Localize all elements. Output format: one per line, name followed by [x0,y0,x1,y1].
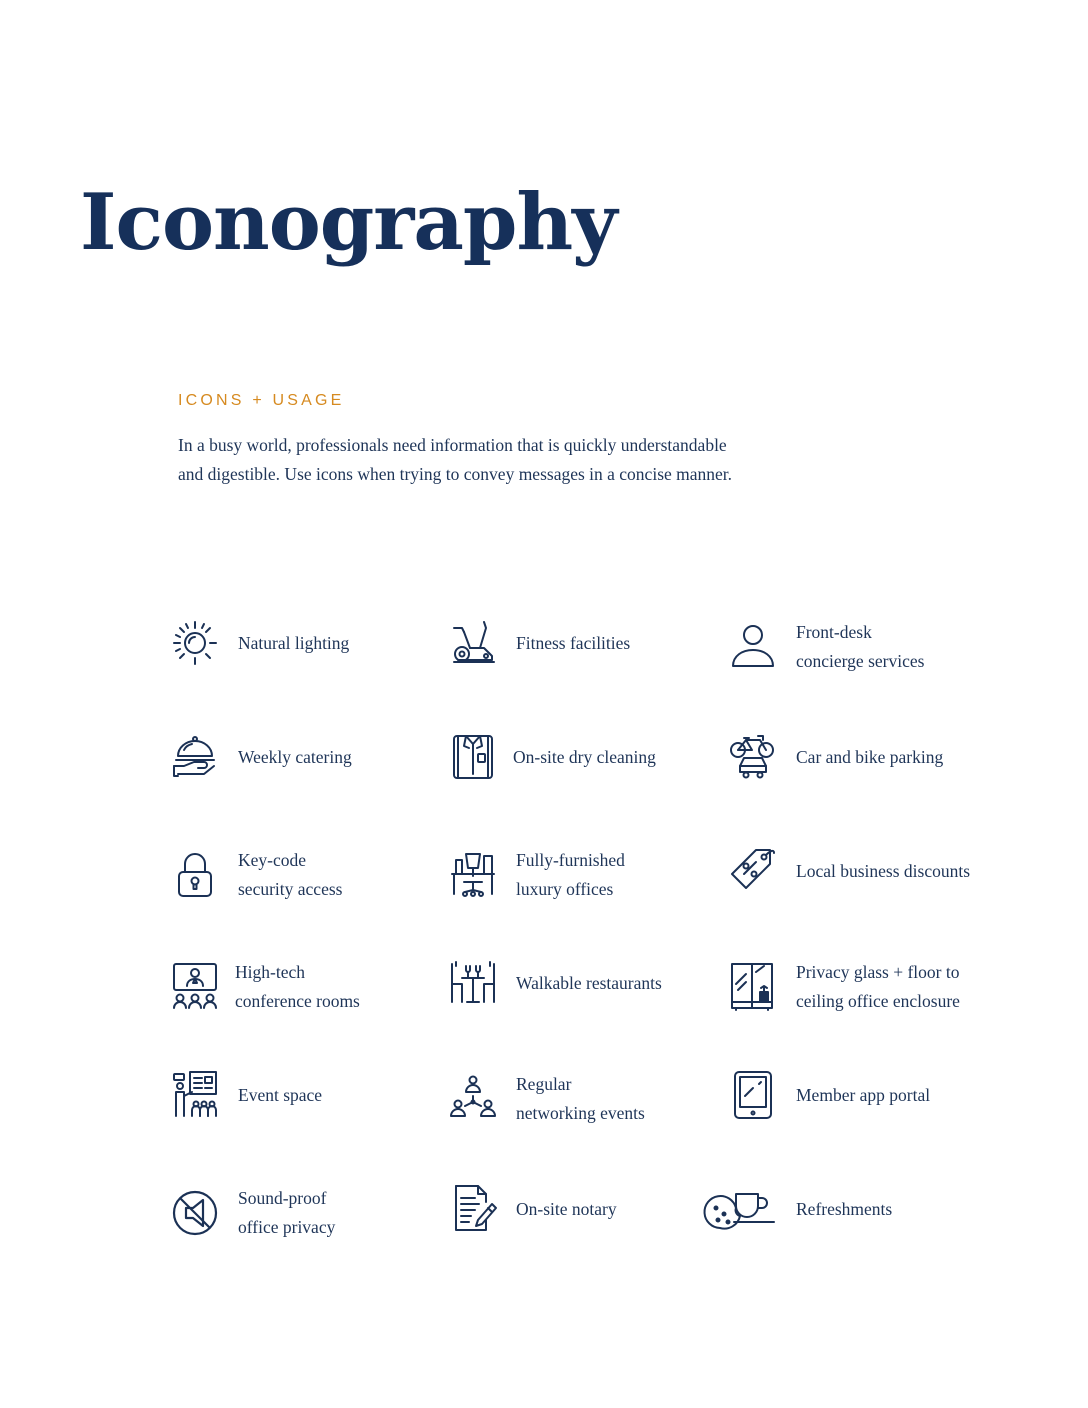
restaurant-table-icon [448,958,498,1008]
discount-tag-icon [728,846,778,896]
icon-item-discounts [728,846,996,896]
icon-item-fitness [448,618,716,668]
icon-item-event-space [170,1070,438,1120]
presentation-icon [170,1070,220,1120]
cookie-cup-icon [706,1184,778,1234]
icon-item-glass [728,958,996,1015]
muted-speaker-icon [170,1188,220,1238]
network-people-icon [448,1074,498,1124]
icon-label: Refreshments [796,1198,893,1219]
icon-label: On-site dry cleaning [513,746,656,767]
icon-label: Walkable restaurants [516,972,662,993]
food-cloche-icon [170,732,220,782]
icon-label: Front-desk concierge services [796,622,925,671]
icon-label: Local business discounts [796,860,971,881]
icon-label: Car and bike parking [796,746,944,767]
icon-item-furnished [448,846,716,903]
sun-icon [170,618,220,668]
icon-item-soundproof [170,1184,438,1241]
icon-item-restaurants [448,958,716,1008]
icon-item-parking [728,732,996,782]
shirt-box-icon [448,732,498,782]
icon-label: Event space [238,1084,323,1105]
icon-label: Key-code security access [238,850,343,899]
icon-item-networking [448,1070,716,1127]
icon-label: Fully-furnished luxury offices [516,850,625,899]
document-pen-icon [448,1184,498,1234]
page-title: Iconography [80,177,617,268]
icon-label: Fitness facilities [516,632,631,653]
icon-label: Weekly catering [238,746,352,767]
car-bike-icon [728,732,778,782]
section-kicker: ICONS + USAGE [178,392,345,409]
icon-label: On-site notary [516,1198,617,1219]
icon-item-catering [170,732,438,782]
icon-item-refreshments [706,1184,996,1234]
person-icon [728,622,778,672]
intro-paragraph: In a busy world, professionals need information that is quickly understandable and digestible. Use icons when trying to convey messages in a concise manner. [178,435,733,484]
exercise-bike-icon [448,618,498,668]
padlock-icon [170,850,220,900]
icon-item-security [170,846,438,903]
icon-item-natural-lighting [170,618,438,668]
icon-item-app-portal [728,1070,996,1120]
tablet-icon [728,1070,778,1120]
icon-label: High-tech conference rooms [235,962,360,1011]
video-conference-icon [170,962,220,1012]
icon-label: Privacy glass + floor to ceiling office enclosure [796,962,960,1011]
icon-item-conference [170,958,435,1015]
icon-item-concierge [728,618,996,675]
icon-item-notary [448,1184,716,1234]
icon-label: Member app portal [796,1084,931,1105]
icon-label: Natural lighting [238,632,350,653]
glass-window-icon [728,962,778,1012]
icon-label: Sound-proof office privacy [238,1188,336,1237]
icon-item-dry-cleaning [448,732,713,782]
furnished-office-icon [448,850,498,900]
icon-label: Regular networking events [516,1074,645,1123]
